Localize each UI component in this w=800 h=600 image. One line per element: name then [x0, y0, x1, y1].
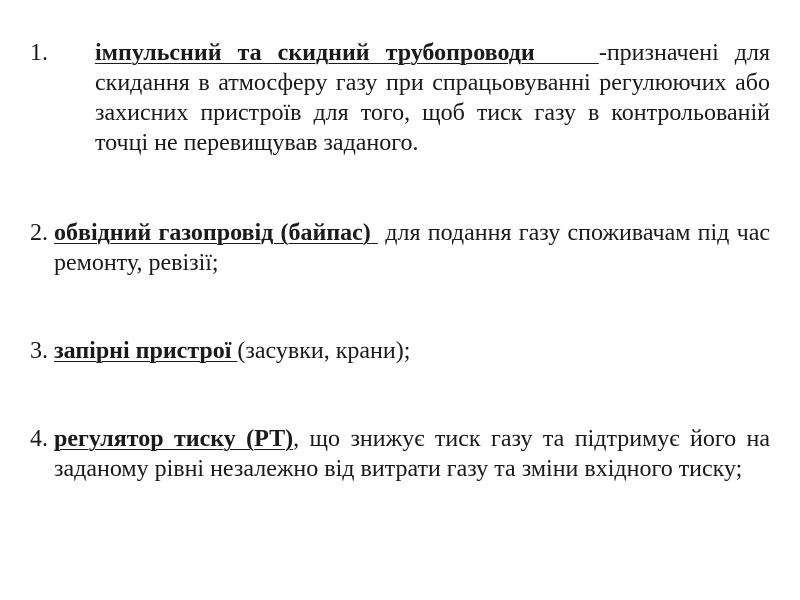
list-item-body [54, 218, 770, 278]
list-item-text: (засувки, крани); [237, 338, 411, 364]
list-item-text: , що знижує тиск газу та підтримує його на заданому рівні незалежно від витрати газу та зміни вхідного тиску; [54, 426, 770, 482]
list-item-number: 1. [30, 40, 48, 66]
term-underline-gap [535, 40, 599, 66]
list-item-body [54, 424, 770, 484]
list-item-text: для подання газу споживачам під час ремонту, ревізії; [54, 220, 771, 276]
list-item [30, 38, 770, 158]
list-item-number: 3. [30, 338, 48, 364]
list-item-body [54, 336, 770, 366]
list-item-term: запірні пристрої [54, 338, 232, 364]
list-item-term: регулятор тиску (РТ) [54, 426, 294, 452]
list-item [30, 218, 770, 278]
list-item-term: обвідний газопровід (байпас) [54, 220, 371, 246]
list-item-term: імпульсний та скидний трубопроводи [95, 40, 535, 66]
list-item-body [95, 38, 770, 158]
list-item-number: 2. [30, 220, 48, 246]
list-item-number: 4. [30, 426, 48, 452]
list-item [30, 336, 770, 366]
list-item-text: -призначені для скидання в атмосферу газу при спрацьовуванні регулюючих або захисних пристроїв для того, щоб тиск газу в контрольованій точці не перевищував заданого. [95, 40, 771, 156]
term-underline-gap [371, 220, 378, 246]
list-item [30, 424, 770, 484]
